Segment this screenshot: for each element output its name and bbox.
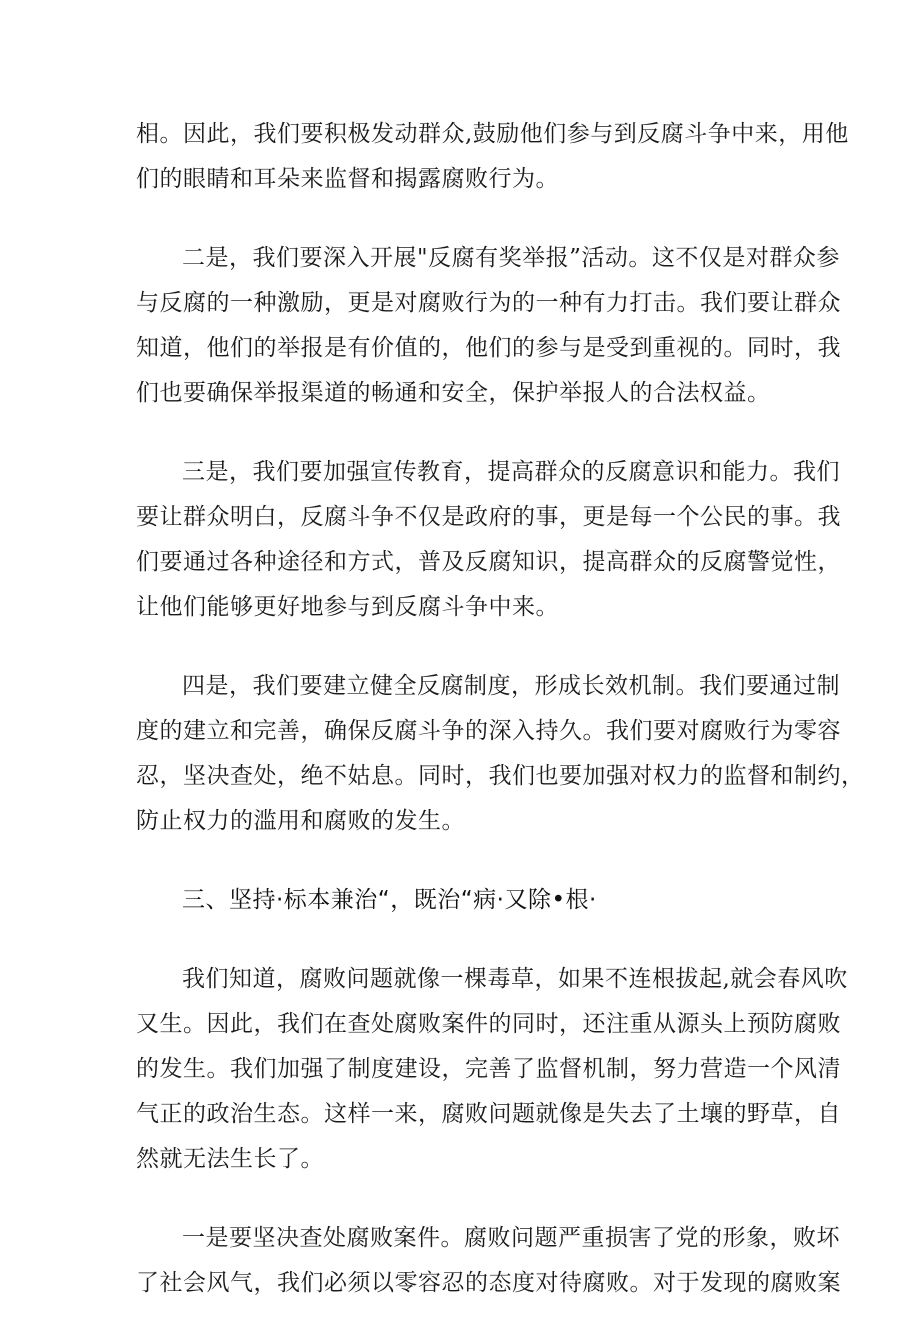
paragraph-section-intro: [136, 957, 848, 1182]
document-body: [136, 112, 865, 1340]
text-line: 一是要坚决查处腐败案件。腐败问题严重损害了党的形象，败坏: [182, 1225, 840, 1251]
text-line: 忍，坚决查处，绝不姑息。同时，我们也要加强对权力的监督和制约，: [136, 763, 865, 789]
text-line: 让他们能够更好地参与到反腐斗争中来。: [136, 594, 559, 620]
paragraph-continuation: [136, 112, 849, 202]
text-line: 然就无法生长了。: [136, 1146, 324, 1172]
text-line: 知道，他们的举报是有价值的，他们的参与是受到重视的。同时，我: [136, 335, 841, 361]
text-line: 相。因此，我们要积极发动群众,鼓励他们参与到反腐斗争中来，用他: [136, 121, 849, 147]
text-line: 们的眼睛和耳朵来监督和揭露腐败行为。: [136, 166, 559, 192]
text-line: 二是，我们要深入开展"反腐有奖举报”活动。这不仅是对群众参: [182, 245, 840, 271]
paragraph-point-two: [136, 236, 841, 416]
text-line: 与反腐的一种激励，更是对腐败行为的一种有力打击。我们要让群众: [136, 290, 841, 316]
text-line: 的发生。我们加强了制度建设，完善了监督机制，努力营造一个风清: [136, 1056, 841, 1082]
text-line: 们也要确保举报渠道的畅通和安全，保护举报人的合法权益。: [136, 380, 771, 406]
text-line: 我们知道，腐败问题就像一棵毒草，如果不连根拔起,就会春风吹: [182, 966, 848, 992]
text-line: 三是，我们要加强宣传教育，提高群众的反腐意识和能力。我们: [182, 459, 840, 485]
paragraph-point-three: [136, 450, 841, 630]
section-heading: 三、坚持·标本兼治“，既治“病·又除•根·: [182, 887, 597, 913]
text-line: 四是，我们要建立健全反腐制度，形成长效机制。我们要通过制: [182, 673, 840, 699]
paragraph-point-one: [136, 1216, 841, 1306]
text-line: 又生。因此，我们在查处腐败案件的同时，还注重从源头上预防腐败: [136, 1011, 841, 1037]
text-line: 防止权力的滥用和腐败的发生。: [136, 808, 465, 834]
text-line: 了社会风气，我们必须以零容忍的态度对待腐败。对于发现的腐败案: [136, 1270, 841, 1296]
text-line: 度的建立和完善，确保反腐斗争的深入持久。我们要对腐败行为零容: [136, 718, 841, 744]
text-line: 气正的政治生态。这样一来，腐败问题就像是失去了土壤的野草，自: [136, 1101, 841, 1127]
paragraph-point-four: [136, 664, 865, 844]
text-line: 要让群众明白，反腐斗争不仅是政府的事，更是每一个公民的事。我: [136, 504, 841, 530]
text-line: 们要通过各种途径和方式，普及反腐知识，提高群众的反腐警觉性，: [136, 549, 841, 575]
